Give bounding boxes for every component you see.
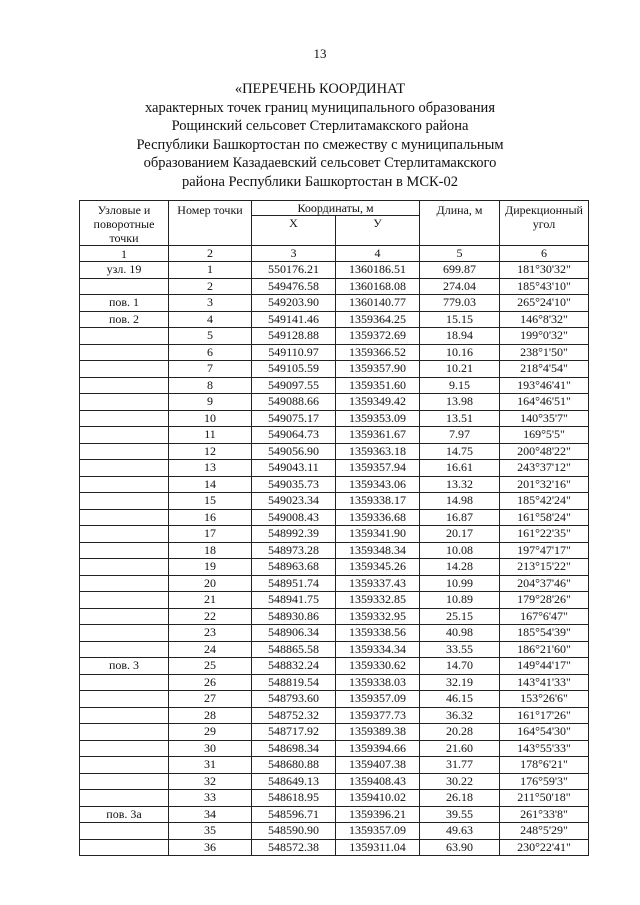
length-cell: 14.75 (420, 443, 500, 460)
node-cell (80, 443, 169, 460)
length-cell: 36.32 (420, 707, 500, 724)
point-number-cell: 8 (169, 377, 252, 394)
column-number: 3 (252, 246, 336, 262)
table-row (80, 295, 589, 312)
angle-cell: 149°44'17" (500, 658, 589, 675)
y-cell: 1359394.66 (336, 740, 420, 757)
x-cell: 548973.28 (252, 542, 336, 559)
point-number-cell: 18 (169, 542, 252, 559)
table-row (80, 559, 589, 576)
x-cell: 548618.95 (252, 790, 336, 807)
table-row (80, 509, 589, 526)
table-row (80, 757, 589, 774)
table-row (80, 344, 589, 361)
coordinates-table (79, 200, 589, 856)
x-cell: 548951.74 (252, 575, 336, 592)
angle-cell: 164°54'30" (500, 724, 589, 741)
table-row (80, 410, 589, 427)
page-number: 13 (313, 46, 327, 61)
column-number: 5 (420, 246, 500, 262)
angle-cell: 185°42'24" (500, 493, 589, 510)
angle-cell: 161°22'35" (500, 526, 589, 543)
y-cell: 1359357.94 (336, 460, 420, 477)
table-row (80, 773, 589, 790)
table-row (80, 806, 589, 823)
node-cell (80, 278, 169, 295)
x-cell: 548963.68 (252, 559, 336, 576)
x-cell: 549105.59 (252, 361, 336, 378)
point-number-cell: 4 (169, 311, 252, 328)
node-cell (80, 608, 169, 625)
length-cell: 10.89 (420, 592, 500, 609)
table-row (80, 427, 589, 444)
header-nodes: Узловые и поворотные точки (80, 201, 169, 246)
table-row (80, 328, 589, 345)
x-cell: 548717.92 (252, 724, 336, 741)
length-cell: 39.55 (420, 806, 500, 823)
point-number-cell: 1 (169, 262, 252, 279)
length-cell: 20.28 (420, 724, 500, 741)
column-number: 1 (80, 246, 169, 262)
angle-cell: 169°5'5" (500, 427, 589, 444)
x-cell: 549056.90 (252, 443, 336, 460)
y-cell: 1359337.43 (336, 575, 420, 592)
x-cell: 548832.24 (252, 658, 336, 675)
length-cell: 10.08 (420, 542, 500, 559)
length-cell: 14.28 (420, 559, 500, 576)
angle-cell: 185°43'10" (500, 278, 589, 295)
length-cell: 46.15 (420, 691, 500, 708)
point-number-cell: 12 (169, 443, 252, 460)
node-cell (80, 476, 169, 493)
node-cell: узл. 19 (80, 262, 169, 279)
table-row (80, 724, 589, 741)
table-row (80, 526, 589, 543)
point-number-cell: 31 (169, 757, 252, 774)
length-cell: 274.04 (420, 278, 500, 295)
node-cell (80, 542, 169, 559)
node-cell (80, 757, 169, 774)
table-row (80, 608, 589, 625)
angle-cell: 153°26'6" (500, 691, 589, 708)
y-cell: 1359408.43 (336, 773, 420, 790)
node-cell (80, 691, 169, 708)
node-cell (80, 575, 169, 592)
length-cell: 10.16 (420, 344, 500, 361)
point-number-cell: 19 (169, 559, 252, 576)
angle-cell: 248°5'29" (500, 823, 589, 840)
angle-cell: 185°54'39" (500, 625, 589, 642)
table-row (80, 377, 589, 394)
title-line: Республики Башкортостан по смежеству с муниципальным (136, 136, 504, 153)
x-cell: 549023.34 (252, 493, 336, 510)
title-line: образованием Казадаевский сельсовет Стерлитамакского (143, 155, 497, 172)
x-cell: 549476.58 (252, 278, 336, 295)
table-row (80, 592, 589, 609)
column-number: 4 (336, 246, 420, 262)
point-number-cell: 32 (169, 773, 252, 790)
angle-cell: 197°47'17" (500, 542, 589, 559)
y-cell: 1359353.09 (336, 410, 420, 427)
node-cell (80, 361, 169, 378)
x-cell: 548680.88 (252, 757, 336, 774)
node-cell (80, 641, 169, 658)
x-cell: 548752.32 (252, 707, 336, 724)
header-coordinates: Координаты, м (252, 201, 420, 216)
title-line: характерных точек границ муниципального образования (145, 99, 495, 116)
x-cell: 549141.46 (252, 311, 336, 328)
point-number-cell: 14 (169, 476, 252, 493)
angle-cell: 181°30'32" (500, 262, 589, 279)
node-cell (80, 625, 169, 642)
angle-cell: 218°4'54" (500, 361, 589, 378)
x-cell: 549128.88 (252, 328, 336, 345)
angle-cell: 146°8'32" (500, 311, 589, 328)
point-number-cell: 16 (169, 509, 252, 526)
node-cell (80, 394, 169, 411)
node-cell (80, 674, 169, 691)
point-number-cell: 27 (169, 691, 252, 708)
column-number: 2 (169, 246, 252, 262)
y-cell: 1359345.26 (336, 559, 420, 576)
table-row (80, 278, 589, 295)
x-cell: 548649.13 (252, 773, 336, 790)
table-row (80, 740, 589, 757)
length-cell: 33.55 (420, 641, 500, 658)
node-cell: пов. 2 (80, 311, 169, 328)
title-line: «ПЕРЕЧЕНЬ КООРДИНАТ (234, 81, 406, 97)
x-cell: 549110.97 (252, 344, 336, 361)
length-cell: 40.98 (420, 625, 500, 642)
x-cell: 548992.39 (252, 526, 336, 543)
y-cell: 1359338.56 (336, 625, 420, 642)
y-cell: 1359343.06 (336, 476, 420, 493)
header-x: X (252, 216, 336, 246)
y-cell: 1359338.03 (336, 674, 420, 691)
y-cell: 1359332.85 (336, 592, 420, 609)
angle-cell: 199°0'32" (500, 328, 589, 345)
y-cell: 1359336.68 (336, 509, 420, 526)
length-cell: 699.87 (420, 262, 500, 279)
length-cell: 779.03 (420, 295, 500, 312)
angle-cell: 261°33'8" (500, 806, 589, 823)
length-cell: 18.94 (420, 328, 500, 345)
point-number-cell: 7 (169, 361, 252, 378)
point-number-cell: 23 (169, 625, 252, 642)
header-point-number: Номер точки (169, 201, 252, 246)
point-number-cell: 36 (169, 839, 252, 856)
point-number-cell: 28 (169, 707, 252, 724)
y-cell: 1359407.38 (336, 757, 420, 774)
point-number-cell: 6 (169, 344, 252, 361)
angle-cell: 179°28'26" (500, 592, 589, 609)
header-y: У (336, 216, 420, 246)
angle-cell: 230°22'41" (500, 839, 589, 856)
angle-cell: 200°48'22" (500, 443, 589, 460)
point-number-cell: 33 (169, 790, 252, 807)
x-cell: 549075.17 (252, 410, 336, 427)
angle-cell: 161°17'26" (500, 707, 589, 724)
angle-cell: 186°21'60" (500, 641, 589, 658)
x-cell: 548572.38 (252, 839, 336, 856)
node-cell (80, 460, 169, 477)
table-row (80, 707, 589, 724)
length-cell: 49.63 (420, 823, 500, 840)
length-cell: 14.70 (420, 658, 500, 675)
x-cell: 548793.60 (252, 691, 336, 708)
x-cell: 548906.34 (252, 625, 336, 642)
node-cell (80, 509, 169, 526)
point-number-cell: 22 (169, 608, 252, 625)
point-number-cell: 35 (169, 823, 252, 840)
length-cell: 16.87 (420, 509, 500, 526)
node-cell: пов. 1 (80, 295, 169, 312)
y-cell: 1359351.60 (336, 377, 420, 394)
length-cell: 13.51 (420, 410, 500, 427)
y-cell: 1359348.34 (336, 542, 420, 559)
x-cell: 550176.21 (252, 262, 336, 279)
y-cell: 1359363.18 (336, 443, 420, 460)
angle-cell: 265°24'10" (500, 295, 589, 312)
length-cell: 15.15 (420, 311, 500, 328)
point-number-cell: 15 (169, 493, 252, 510)
node-cell (80, 724, 169, 741)
y-cell: 1359361.67 (336, 427, 420, 444)
title-line: района Республики Башкортостан в МСК-02 (182, 173, 458, 190)
x-cell: 548819.54 (252, 674, 336, 691)
node-cell (80, 493, 169, 510)
angle-cell: 143°55'33" (500, 740, 589, 757)
point-number-cell: 24 (169, 641, 252, 658)
length-cell: 7.97 (420, 427, 500, 444)
x-cell: 549088.66 (252, 394, 336, 411)
node-cell (80, 559, 169, 576)
angle-cell: 161°58'24" (500, 509, 589, 526)
y-cell: 1360140.77 (336, 295, 420, 312)
length-cell: 31.77 (420, 757, 500, 774)
node-cell (80, 773, 169, 790)
point-number-cell: 5 (169, 328, 252, 345)
length-cell: 26.18 (420, 790, 500, 807)
angle-cell: 176°59'3" (500, 773, 589, 790)
point-number-cell: 2 (169, 278, 252, 295)
point-number-cell: 34 (169, 806, 252, 823)
angle-cell: 143°41'33" (500, 674, 589, 691)
length-cell: 13.32 (420, 476, 500, 493)
y-cell: 1359341.90 (336, 526, 420, 543)
table-row (80, 394, 589, 411)
node-cell (80, 839, 169, 856)
table-row (80, 823, 589, 840)
x-cell: 548941.75 (252, 592, 336, 609)
table-row (80, 493, 589, 510)
header-length: Длина, м (420, 201, 500, 246)
length-cell: 10.99 (420, 575, 500, 592)
x-cell: 548596.71 (252, 806, 336, 823)
table-row (80, 641, 589, 658)
table-row (80, 691, 589, 708)
table-row (80, 361, 589, 378)
length-cell: 20.17 (420, 526, 500, 543)
point-number-cell: 13 (169, 460, 252, 477)
angle-cell: 213°15'22" (500, 559, 589, 576)
x-cell: 548698.34 (252, 740, 336, 757)
table-row (80, 542, 589, 559)
point-number-cell: 30 (169, 740, 252, 757)
point-number-cell: 17 (169, 526, 252, 543)
node-cell (80, 592, 169, 609)
table-body (80, 262, 589, 856)
y-cell: 1359372.69 (336, 328, 420, 345)
node-cell (80, 707, 169, 724)
y-cell: 1359410.02 (336, 790, 420, 807)
y-cell: 1359364.25 (336, 311, 420, 328)
angle-cell: 238°1'50" (500, 344, 589, 361)
x-cell: 549035.73 (252, 476, 336, 493)
length-cell: 10.21 (420, 361, 500, 378)
point-number-cell: 20 (169, 575, 252, 592)
node-cell: пов. 3а (80, 806, 169, 823)
table-row (80, 262, 589, 279)
x-cell: 548930.86 (252, 608, 336, 625)
length-cell: 14.98 (420, 493, 500, 510)
document-title (0, 80, 640, 192)
x-cell: 549043.11 (252, 460, 336, 477)
point-number-cell: 10 (169, 410, 252, 427)
angle-cell: 178°6'21" (500, 757, 589, 774)
length-cell: 25.15 (420, 608, 500, 625)
node-cell (80, 377, 169, 394)
point-number-cell: 3 (169, 295, 252, 312)
table-row (80, 443, 589, 460)
y-cell: 1359396.21 (336, 806, 420, 823)
angle-cell: 243°37'12" (500, 460, 589, 477)
node-cell (80, 410, 169, 427)
angle-cell: 164°46'51" (500, 394, 589, 411)
y-cell: 1359377.73 (336, 707, 420, 724)
angle-cell: 201°32'16" (500, 476, 589, 493)
y-cell: 1359330.62 (336, 658, 420, 675)
y-cell: 1359357.09 (336, 691, 420, 708)
table-row (80, 839, 589, 856)
x-cell: 548865.58 (252, 641, 336, 658)
length-cell: 21.60 (420, 740, 500, 757)
length-cell: 9.15 (420, 377, 500, 394)
length-cell: 30.22 (420, 773, 500, 790)
point-number-cell: 25 (169, 658, 252, 675)
y-cell: 1359311.04 (336, 839, 420, 856)
title-line: Рощинский сельсовет Стерлитамакского района (171, 118, 469, 135)
node-cell (80, 823, 169, 840)
length-cell: 13.98 (420, 394, 500, 411)
table-row (80, 790, 589, 807)
node-cell (80, 328, 169, 345)
x-cell: 548590.90 (252, 823, 336, 840)
table-row (80, 311, 589, 328)
angle-cell: 193°46'41" (500, 377, 589, 394)
node-cell (80, 427, 169, 444)
table-row (80, 625, 589, 642)
angle-cell: 167°6'47" (500, 608, 589, 625)
column-number: 6 (500, 246, 589, 262)
x-cell: 549008.43 (252, 509, 336, 526)
table-row (80, 575, 589, 592)
y-cell: 1359334.34 (336, 641, 420, 658)
table-row (80, 658, 589, 675)
y-cell: 1359357.90 (336, 361, 420, 378)
node-cell (80, 526, 169, 543)
x-cell: 549064.73 (252, 427, 336, 444)
length-cell: 32.19 (420, 674, 500, 691)
length-cell: 63.90 (420, 839, 500, 856)
table-row (80, 674, 589, 691)
node-cell (80, 740, 169, 757)
point-number-cell: 21 (169, 592, 252, 609)
y-cell: 1359349.42 (336, 394, 420, 411)
length-cell: 16.61 (420, 460, 500, 477)
table-row (80, 460, 589, 477)
x-cell: 549097.55 (252, 377, 336, 394)
y-cell: 1359366.52 (336, 344, 420, 361)
header-angle: Дирекционный угол (500, 201, 589, 246)
y-cell: 1359389.38 (336, 724, 420, 741)
point-number-cell: 26 (169, 674, 252, 691)
y-cell: 1360168.08 (336, 278, 420, 295)
node-cell: пов. 3 (80, 658, 169, 675)
y-cell: 1359357.09 (336, 823, 420, 840)
y-cell: 1359338.17 (336, 493, 420, 510)
angle-cell: 211°50'18" (500, 790, 589, 807)
point-number-cell: 11 (169, 427, 252, 444)
y-cell: 1359332.95 (336, 608, 420, 625)
y-cell: 1360186.51 (336, 262, 420, 279)
angle-cell: 140°35'7" (500, 410, 589, 427)
point-number-cell: 9 (169, 394, 252, 411)
table-row (80, 476, 589, 493)
node-cell (80, 344, 169, 361)
point-number-cell: 29 (169, 724, 252, 741)
node-cell (80, 790, 169, 807)
x-cell: 549203.90 (252, 295, 336, 312)
angle-cell: 204°37'46" (500, 575, 589, 592)
